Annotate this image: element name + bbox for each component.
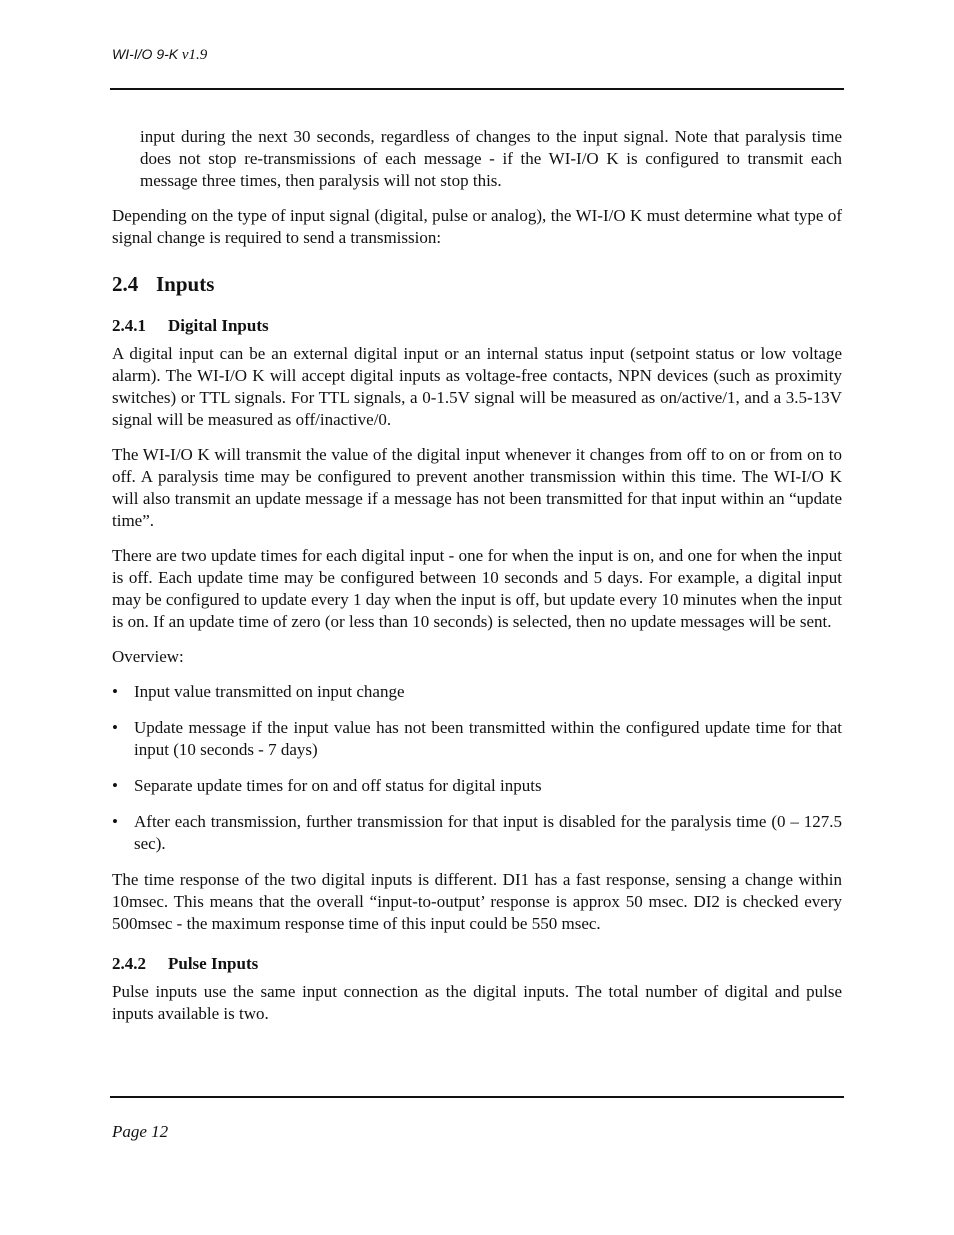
subsection-number: 2.4.2 bbox=[112, 954, 146, 973]
running-header bbox=[112, 44, 207, 65]
list-item bbox=[112, 811, 842, 855]
header-rule bbox=[110, 88, 844, 90]
list-item-text: Input value transmitted on input change bbox=[134, 682, 405, 701]
bullet-icon: • bbox=[112, 718, 118, 737]
header-product-name: WI-I/O 9-K bbox=[112, 46, 179, 62]
response-time-paragraph: The time response of the two digital inputs is different. DI1 has a fast response, sensing a change within 10msec. This means that the overall “input-to-output’ response is approx 50 msec. DI2 is checked every 500msec - the maximum response time of this input could be 550 msec. bbox=[112, 870, 842, 933]
list-item bbox=[112, 775, 842, 797]
page-body bbox=[112, 126, 842, 1038]
subsection-heading-digital-inputs bbox=[112, 315, 842, 337]
header-version: v1.9 bbox=[178, 47, 208, 63]
list-item-text: Update message if the input value has not been transmitted within the configured update time for that input (10 seconds - 7 days) bbox=[134, 718, 842, 759]
bullet-icon: • bbox=[112, 812, 118, 831]
list-item bbox=[112, 717, 842, 761]
digital-inputs-paragraph-1: A digital input can be an external digital input or an internal status input (setpoint status or low voltage alarm). The WI-I/O K will accept digital inputs as voltage-free contacts, NPN devices (such as proximity switches) or TTL signals. For TTL signals, a 0-1.5V signal will be measured as on/active/1, and a 3.5-13V signal will be measured as off/inactive/0. bbox=[112, 344, 842, 429]
subsection-heading-pulse-inputs bbox=[112, 953, 842, 975]
subsection-number: 2.4.1 bbox=[112, 316, 146, 335]
section-heading-inputs bbox=[112, 271, 842, 297]
list-item bbox=[112, 681, 842, 703]
bullet-icon: • bbox=[112, 776, 118, 795]
subsection-title: Pulse Inputs bbox=[168, 954, 259, 973]
footer-rule bbox=[110, 1096, 844, 1098]
list-item-text: Separate update times for on and off status for digital inputs bbox=[134, 776, 542, 795]
pulse-inputs-paragraph: Pulse inputs use the same input connection as the digital inputs. The total number of digital and pulse inputs available is two. bbox=[112, 982, 842, 1023]
page-number: Page 12 bbox=[112, 1122, 169, 1141]
digital-inputs-paragraph-3: There are two update times for each digital input - one for when the input is on, and one for when the input is off. Each update time may be configured between 10 seconds and 5 days. For example, a digital input may be configured to update every 1 day when the input is off, but update every 10 minutes when the input is on. If an update time of zero (or less than 10 seconds) is selected, then no update messages will be sent. bbox=[112, 546, 842, 631]
section-number: 2.4 bbox=[112, 272, 139, 296]
overview-list bbox=[112, 681, 842, 855]
bullet-icon: • bbox=[112, 682, 118, 701]
continued-paragraph: input during the next 30 seconds, regardless of changes to the input signal. Note that paralysis time does not stop re-transmissions of each message - if the WI-I/O K is configured to transmit each message three times, then paralysis will not stop this. bbox=[140, 127, 842, 190]
subsection-title: Digital Inputs bbox=[168, 316, 269, 335]
signal-type-paragraph: Depending on the type of input signal (digital, pulse or analog), the WI-I/O K must determine what type of signal change is required to send a transmission: bbox=[112, 206, 842, 247]
digital-inputs-paragraph-2: The WI-I/O K will transmit the value of the digital input whenever it changes from off to on or from on to off. A paralysis time may be configured to prevent another transmission within this time. The WI-I/O K will also transmit an update message if a message has not been transmitted for that input within an “update time”. bbox=[112, 445, 842, 530]
overview-label: Overview: bbox=[112, 647, 184, 666]
section-title: Inputs bbox=[156, 272, 215, 296]
list-item-text: After each transmission, further transmission for that input is disabled for the paralysis time (0 – 127.5 sec). bbox=[134, 812, 842, 853]
